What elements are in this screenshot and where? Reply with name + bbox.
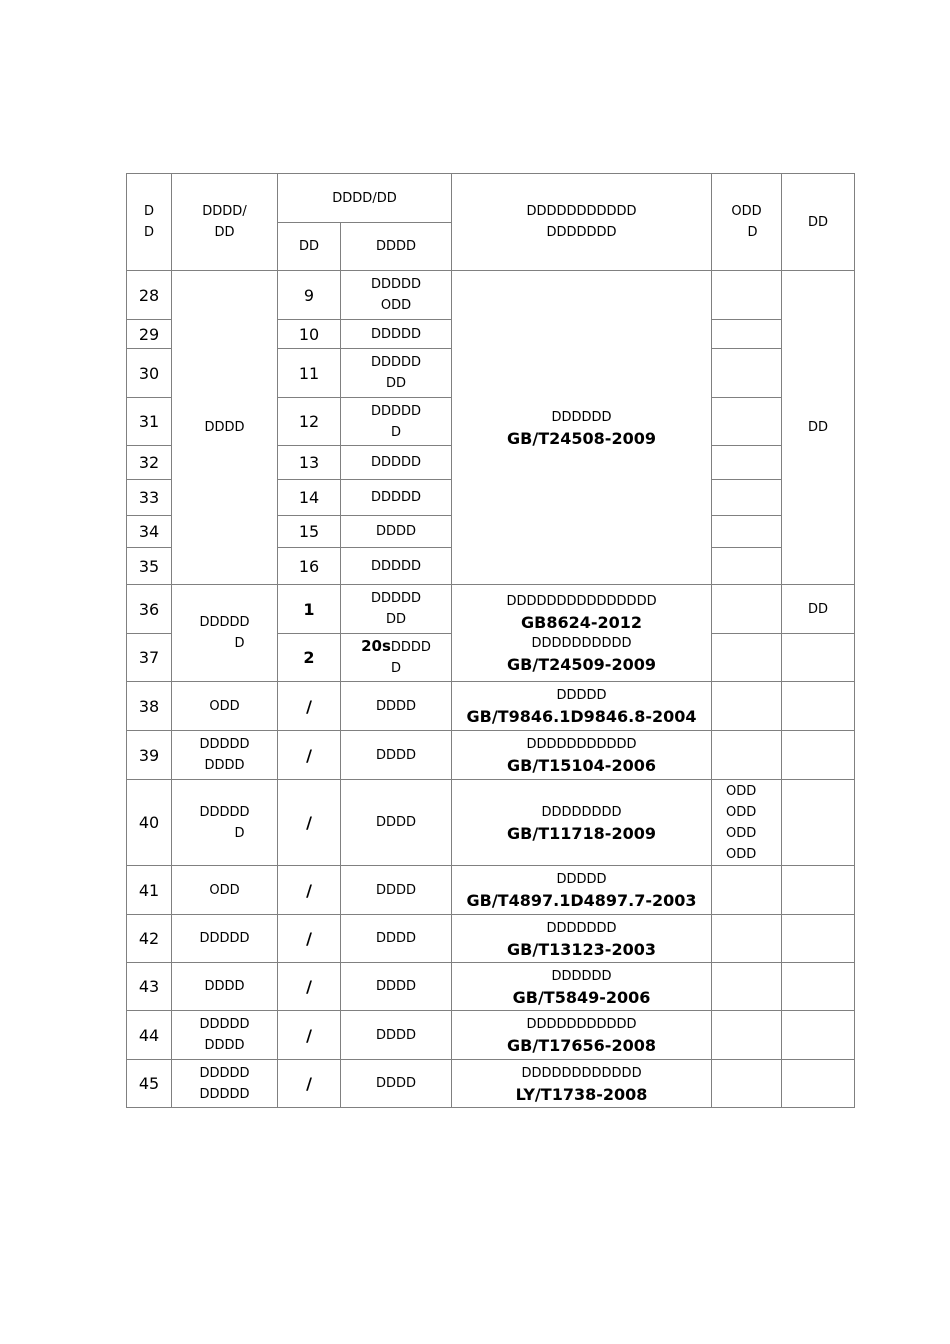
number-cell: / xyxy=(278,1011,341,1060)
seq-cell: 33 xyxy=(127,480,172,516)
method-cell: DDDDD GB/T4897.1D4897.7-2003 xyxy=(452,866,712,915)
requirement-cell xyxy=(712,963,782,1011)
name-cell: DDDD xyxy=(341,731,452,780)
requirement-cell xyxy=(712,731,782,780)
category-cell: DDDD xyxy=(172,271,278,585)
method-cell: DDDDDDDDDDD GB/T17656-2008 xyxy=(452,1011,712,1060)
name-cell: DDDDD xyxy=(341,446,452,480)
header-category: DDDD/ DD xyxy=(172,174,278,271)
name-cell: DDDDD DD xyxy=(341,349,452,398)
category-cell: DDDD xyxy=(172,963,278,1011)
name-cell: DDDD xyxy=(341,1011,452,1060)
requirement-cell xyxy=(712,548,782,585)
number-cell: / xyxy=(278,731,341,780)
remark-cell xyxy=(782,682,855,731)
remark-cell xyxy=(782,634,855,682)
header-method: DDDDDDDDDDD DDDDDDD xyxy=(452,174,712,271)
seq-cell: 35 xyxy=(127,548,172,585)
name-cell: DDDDD xyxy=(341,480,452,516)
method-cell: DDDDDDDDDDD GB/T15104-2006 xyxy=(452,731,712,780)
category-cell: DDDDD DDDD xyxy=(172,731,278,780)
number-cell: 10 xyxy=(278,320,341,349)
remark-cell xyxy=(782,866,855,915)
table-row xyxy=(127,963,855,1011)
method-cell: DDDDD GB/T9846.1D9846.8-2004 xyxy=(452,682,712,731)
number-cell: 11 xyxy=(278,349,341,398)
requirement-cell xyxy=(712,682,782,731)
table-row xyxy=(127,866,855,915)
seq-cell: 32 xyxy=(127,446,172,480)
requirement-cell xyxy=(712,320,782,349)
name-cell: DDDDD xyxy=(341,548,452,585)
remark-cell xyxy=(782,1011,855,1060)
category-cell: DDDDD D xyxy=(172,585,278,682)
requirement-cell xyxy=(712,585,782,634)
table-row xyxy=(127,682,855,731)
number-cell: 1 xyxy=(278,585,341,634)
number-cell: 16 xyxy=(278,548,341,585)
category-cell: DDDDD DDDD xyxy=(172,1011,278,1060)
table-row xyxy=(127,731,855,780)
number-cell: 12 xyxy=(278,398,341,446)
number-cell: 2 xyxy=(278,634,341,682)
table-row xyxy=(127,1011,855,1060)
category-cell: ODD xyxy=(172,682,278,731)
name-cell: DDDD xyxy=(341,963,452,1011)
table-row xyxy=(127,271,855,320)
name-cell: DDDD xyxy=(341,780,452,866)
category-cell: DDDDD xyxy=(172,915,278,963)
name-cell: DDDD xyxy=(341,516,452,548)
number-cell: 15 xyxy=(278,516,341,548)
header-seq: D D xyxy=(127,174,172,271)
table-row xyxy=(127,1060,855,1108)
number-cell: 14 xyxy=(278,480,341,516)
header-sub-number: DD xyxy=(278,223,341,271)
seq-cell: 38 xyxy=(127,682,172,731)
method-cell: DDDDDD GB/T24508-2009 xyxy=(452,271,712,585)
seq-cell: 29 xyxy=(127,320,172,349)
seq-cell: 36 xyxy=(127,585,172,634)
seq-cell: 43 xyxy=(127,963,172,1011)
requirement-cell xyxy=(712,271,782,320)
header-row xyxy=(127,174,855,223)
requirement-cell xyxy=(712,1060,782,1108)
table-row xyxy=(127,915,855,963)
requirement-cell: ODD ODD ODD ODD xyxy=(712,780,782,866)
name-cell: DDDDD D xyxy=(341,398,452,446)
remark-cell xyxy=(782,915,855,963)
category-cell: ODD xyxy=(172,866,278,915)
seq-cell: 44 xyxy=(127,1011,172,1060)
name-cell: DDDDD ODD xyxy=(341,271,452,320)
remark-cell xyxy=(782,963,855,1011)
name-cell: DDDD xyxy=(341,866,452,915)
name-cell: DDDD xyxy=(341,1060,452,1108)
number-cell: 9 xyxy=(278,271,341,320)
name-cell: DDDDD xyxy=(341,320,452,349)
category-cell: DDDDD DDDDD xyxy=(172,1060,278,1108)
seq-cell: 37 xyxy=(127,634,172,682)
number-cell: / xyxy=(278,915,341,963)
header-group: DDDD/DD xyxy=(278,174,452,223)
remark-cell xyxy=(782,1060,855,1108)
remark-cell: DD xyxy=(782,585,855,634)
table-row xyxy=(127,780,855,866)
name-cell: DDDDD DD xyxy=(341,585,452,634)
requirement-cell xyxy=(712,349,782,398)
header-sub-name: DDDD xyxy=(341,223,452,271)
header-remark: DD xyxy=(782,174,855,271)
seq-cell: 30 xyxy=(127,349,172,398)
seq-cell: 28 xyxy=(127,271,172,320)
number-cell: / xyxy=(278,963,341,1011)
remark-cell xyxy=(782,780,855,866)
requirement-cell xyxy=(712,398,782,446)
category-cell: DDDDD D xyxy=(172,780,278,866)
requirement-cell xyxy=(712,634,782,682)
seq-cell: 34 xyxy=(127,516,172,548)
number-cell: 13 xyxy=(278,446,341,480)
seq-cell: 39 xyxy=(127,731,172,780)
requirement-cell xyxy=(712,915,782,963)
seq-cell: 41 xyxy=(127,866,172,915)
method-cell: DDDDDDD GB/T13123-2003 xyxy=(452,915,712,963)
seq-cell: 42 xyxy=(127,915,172,963)
remark-cell: DD xyxy=(782,271,855,585)
method-cell: DDDDDDDDDDDD LY/T1738-2008 xyxy=(452,1060,712,1108)
header-requirement: ODD D xyxy=(712,174,782,271)
requirement-cell xyxy=(712,516,782,548)
number-cell: / xyxy=(278,780,341,866)
method-cell: DDDDDDDD GB/T11718-2009 xyxy=(452,780,712,866)
seq-cell: 40 xyxy=(127,780,172,866)
method-cell: DDDDDDDDDDDDDDD GB8624-2012 DDDDDDDDDD GB/T24509-2009 xyxy=(452,585,712,682)
name-cell: DDDD xyxy=(341,682,452,731)
name-cell: DDDD xyxy=(341,915,452,963)
seq-cell: 45 xyxy=(127,1060,172,1108)
requirement-cell xyxy=(712,446,782,480)
number-cell: / xyxy=(278,1060,341,1108)
number-cell: / xyxy=(278,866,341,915)
name-cell: 20sDDDD D xyxy=(341,634,452,682)
table-row xyxy=(127,585,855,634)
test-items-table xyxy=(126,173,855,1108)
requirement-cell xyxy=(712,866,782,915)
requirement-cell xyxy=(712,1011,782,1060)
remark-cell xyxy=(782,731,855,780)
requirement-cell xyxy=(712,480,782,516)
seq-cell: 31 xyxy=(127,398,172,446)
method-cell: DDDDDD GB/T5849-2006 xyxy=(452,963,712,1011)
number-cell: / xyxy=(278,682,341,731)
